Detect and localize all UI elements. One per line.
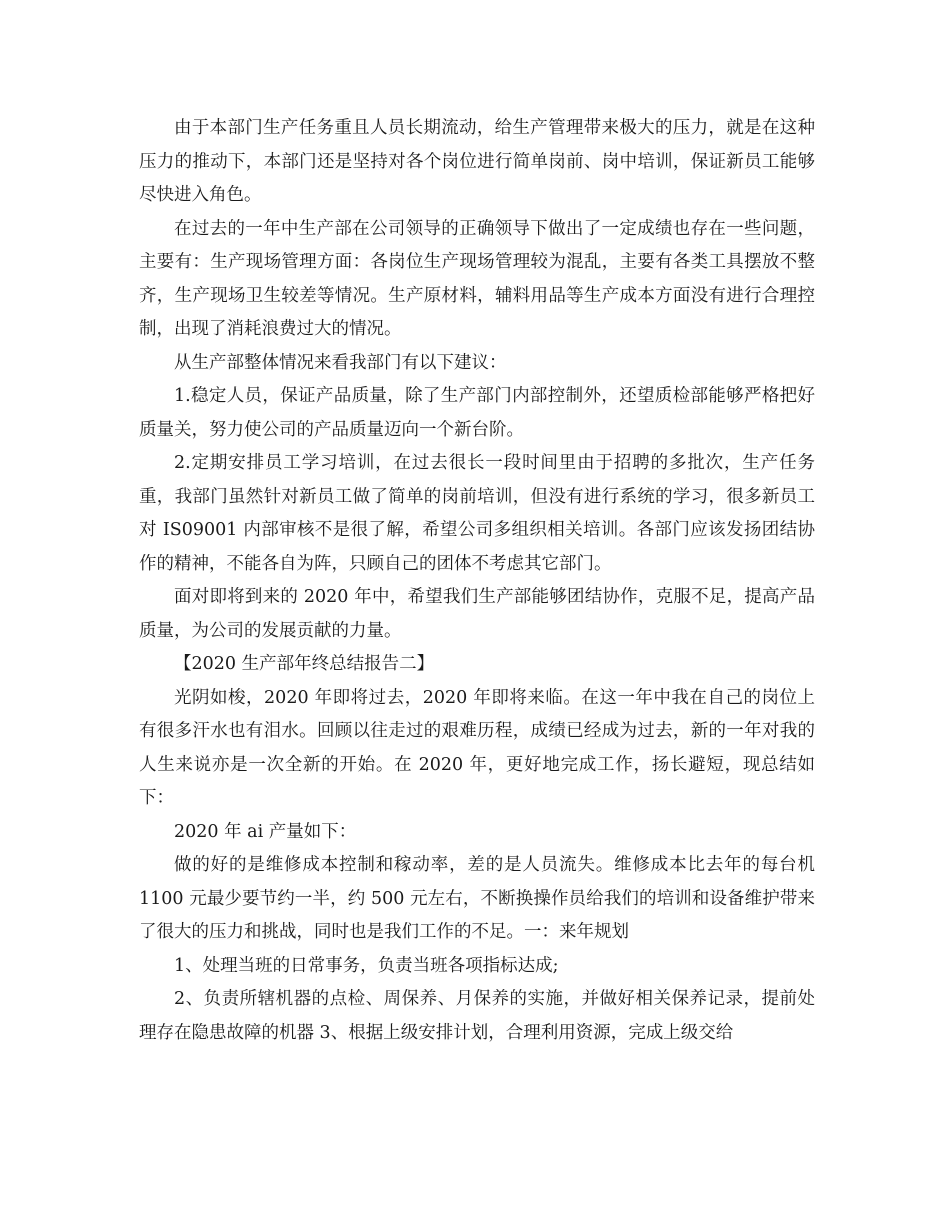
paragraph-outlook: 面对即将到来的 2020 年中，希望我们生产部能够团结协作，克服不足，提高产品质量，为公司的发展贡献的力量。 bbox=[139, 587, 815, 641]
paragraph-suggestion-1: 1.稳定人员，保证产品质量，除了生产部门内部控制外，还望质检部能够严格把好质量关，努力使公司的产品质量迈向一个新台阶。 bbox=[139, 386, 815, 440]
paragraph-suggestion-2: 2.定期安排员工学习培训，在过去很长一段时间里由于招聘的多批次，生产任务重，我部门虽然针对新员工做了简单的岗前培训，但没有进行系统的学习，很多新员工对 IS09001 内部审核不是很了解，希望公司多组织相关培训。各部门应该发扬团结协作的精神，不能各自为阵，只顾自己的团体不考虑其它部门。 bbox=[139, 453, 815, 574]
paragraph-performance: 做的好的是维修成本控制和稼动率，差的是人员流失。维修成本比去年的每台机 1100 元最少要节约一半，约 500 元左右，不断换操作员给我们的培训和设备维护带来了很大的压力和挑战，同时也是我们工作的不足。一：来年规划 bbox=[139, 855, 815, 942]
paragraph-report-intro: 光阴如梭，2020 年即将过去，2020 年即将来临。在这一年中我在自己的岗位上有很多汗水也有泪水。回顾以往走过的艰难历程，成绩已经成为过去，新的一年对我的人生来说亦是一次全新的开始。在 2020 年，更好地完成工作，扬长避短，现总结如下： bbox=[139, 687, 815, 808]
paragraph-output-label: 2020 年 ai 产量如下： bbox=[174, 821, 357, 842]
paragraph-suggestions-intro: 从生产部整体情况来看我部门有以下建议： bbox=[174, 352, 507, 373]
document-body bbox=[139, 112, 815, 1050]
paragraph-production-pressure: 由于本部门生产任务重且人员长期流动，给生产管理带来极大的压力，就是在这种压力的推动下，本部门还是坚持对各个岗位进行简单岗前、岗中培训，保证新员工能够尽快进入角色。 bbox=[139, 118, 815, 205]
paragraph-problems: 在过去的一年中生产部在公司领导的正确领导下做出了一定成绩也存在一些问题，主要有：生产现场管理方面：各岗位生产现场管理较为混乱，主要有各类工具摆放不整齐，生产现场卫生较差等情况。生产原材料，辅料用品等生产成本方面没有进行合理控制，出现了消耗浪费过大的情况。 bbox=[139, 218, 815, 339]
paragraph-plan-item-1: 1、处理当班的日常事务，负责当班各项指标达成; bbox=[174, 955, 559, 976]
paragraph-plan-item-2: 2、负责所辖机器的点检、周保养、月保养的实施，并做好相关保养记录，提前处理存在隐患故障的机器 3、根据上级安排计划，合理利用资源，完成上级交给 bbox=[139, 989, 815, 1043]
section-heading-report-two: 【2020 生产部年终总结报告二】 bbox=[174, 654, 435, 674]
